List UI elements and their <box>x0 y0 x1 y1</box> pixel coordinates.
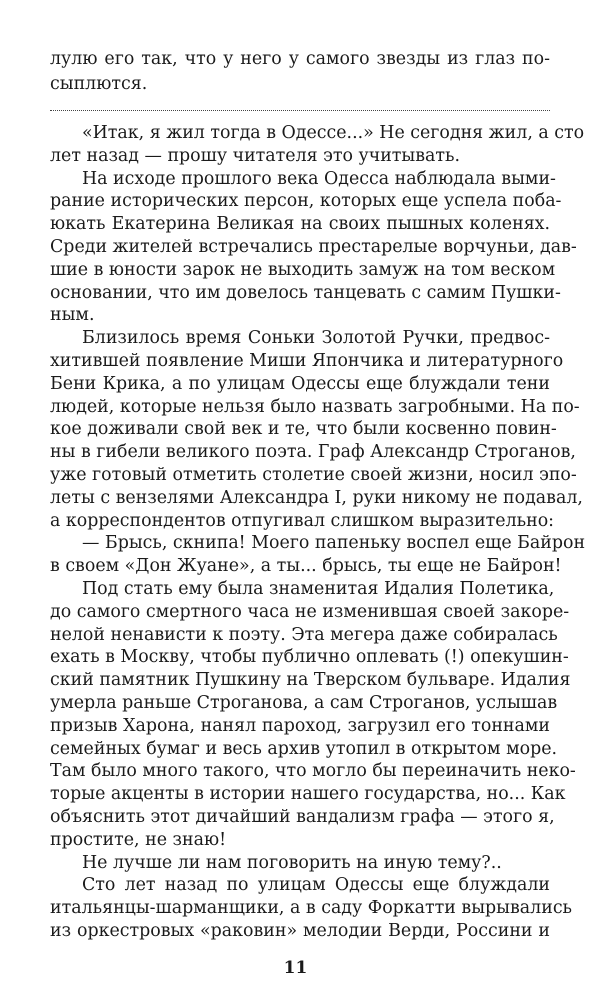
text-line: торые акценты в истории нашего государства, но... Как <box>50 784 566 804</box>
text-line: лет назад — прошу читателя это учитывать. <box>50 146 461 166</box>
text-line: ехать в Москву, чтобы публично оплевать (!) опекушин- <box>50 647 569 667</box>
text-line: в своем «Дон Жуане», а ты... брысь, ты еще не Байрон! <box>50 556 562 576</box>
text-line: На исходе прошлого века Одесса наблюдала выми- <box>82 169 556 189</box>
text-line: хитившей появление Миши Япончика и литературного <box>50 351 564 371</box>
text-line: простите, не знаю! <box>50 830 227 850</box>
text-line: шие в юности зарок не выходить замуж на том веском <box>50 260 556 280</box>
text-line: итальянцы-шарманщики, а в саду Форкатти вырывались <box>50 898 573 918</box>
text-line: «Итак, я жил тогда в Одессе...» Не сегодня жил, а сто <box>82 123 585 143</box>
text-line: ны в гибели великого поэта. Граф Александр Строганов, <box>50 442 576 462</box>
text-line: лулю его так, что у него у самого звезды из глаз по- <box>50 49 550 69</box>
text-line: уже готовый отметить столетие своей жизни, носил эпо- <box>50 465 577 485</box>
text-line: Под стать ему была знаменитая Идалия Полетика, <box>82 579 555 599</box>
text-line: из оркестровых «раковин» мелодии Верди, Россини и <box>50 921 550 941</box>
page-number: 11 <box>283 958 308 978</box>
text-line: ский памятник Пушкину на Тверском бульваре. Идалия <box>50 670 571 690</box>
text-line: людей, которые нельзя было назвать загробными. На по- <box>50 397 580 417</box>
text-line: Не лучше ли нам поговорить на иную тему?.. <box>82 853 502 873</box>
text-line: основании, что им довелось танцевать с самим Пушки- <box>50 283 561 303</box>
section-divider <box>50 110 550 111</box>
text-line: семейных бумаг и весь архив утопил в открытом море. <box>50 739 558 759</box>
text-line: а корреспондентов отпугивал слишком выразительно: <box>50 511 555 531</box>
text-line: сыплются. <box>50 74 148 94</box>
text-line: призыв Харона, нанял пароход, загрузил его тоннами <box>50 716 550 736</box>
text-line: Там было много такого, что могло бы переиначить неко- <box>50 761 576 781</box>
text-line: нелой ненависти к поэту. Эта мегера даже собиралась <box>50 625 558 645</box>
text-line: — Брысь, скнипа! Моего папеньку воспел еще Байрон <box>82 533 586 553</box>
text-line: до самого смертного часа не изменившая своей закоре- <box>50 602 570 622</box>
text-line: ным. <box>50 305 95 325</box>
text-line: кое доживали свой век и те, что были косвенно повин- <box>50 419 557 439</box>
text-line: объяснить этот дичайший вандализм графа — этого я, <box>50 807 555 827</box>
text-line: Бени Крика, а по улицам Одессы еще блуждали тени <box>50 374 550 394</box>
text-line: умерла раньше Строганова, а сам Строганов, услышав <box>50 693 558 713</box>
text-line: леты с вензелями Александра I, руки никому не подавал, <box>50 488 583 508</box>
text-line: юкать Екатерина Великая на своих пышных коленях. <box>50 214 550 234</box>
text-line: рание исторических персон, которых еще успела поба- <box>50 191 562 211</box>
text-line: Среди жителей встречались престарелые ворчуньи, дав- <box>50 237 577 257</box>
text-line: Сто лет назад по улицам Одессы еще блуждали <box>82 875 550 895</box>
text-line: Близилось время Соньки Золотой Ручки, предвос- <box>82 328 550 348</box>
